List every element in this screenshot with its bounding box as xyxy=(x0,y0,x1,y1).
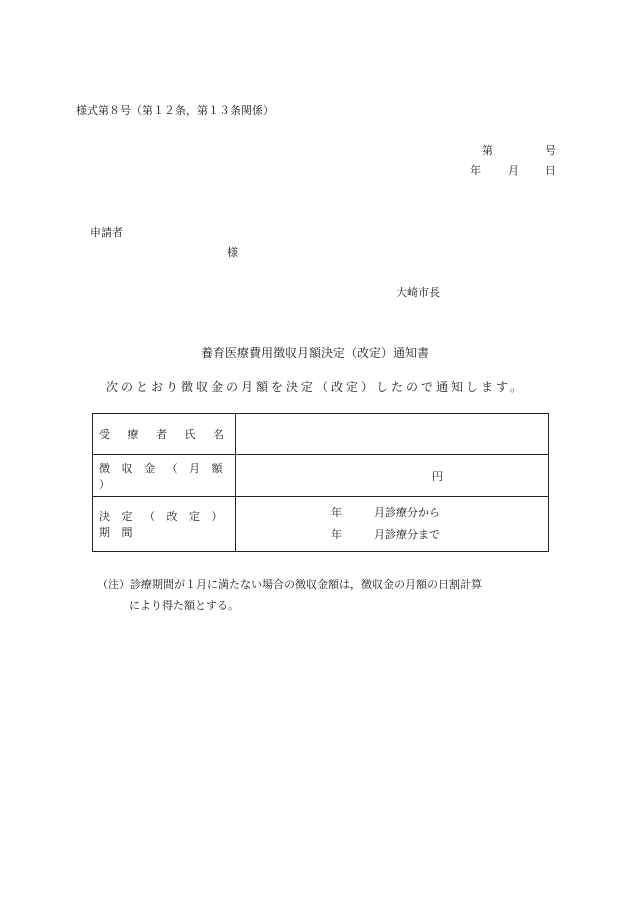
footnote xyxy=(97,574,482,616)
value-monthly-amount: 円 xyxy=(236,455,549,497)
footnote-line1: （注）診療期間が１月に満たない場合の徴収金額は，徴収金の月額の日割計算 xyxy=(97,578,482,591)
period-to: 年 月診療分まで xyxy=(331,528,440,541)
table-row xyxy=(93,414,549,455)
table-row xyxy=(93,497,549,552)
label-monthly-amount: 徴 収 金 （ 月 額 ） xyxy=(93,455,236,497)
applicant-label: 申請者 xyxy=(90,226,123,239)
table-row xyxy=(93,455,549,497)
label-decision-period: 決 定 （ 改 定 ） 期 間 xyxy=(93,497,236,552)
document-title: 養育医療費用徴収月額決定（改定）通知書 xyxy=(200,346,429,360)
intro-sentence: 次のとおり徴収金の月額を決定（改定）したので通知します。 xyxy=(106,380,526,394)
notice-table xyxy=(92,413,549,552)
date-year: 年 xyxy=(470,164,481,177)
date-day: 日 xyxy=(545,164,556,177)
period-from: 年 月診療分から xyxy=(331,506,440,519)
value-recipient-name xyxy=(236,414,549,455)
value-decision-period xyxy=(236,497,549,552)
issuer-name: 大崎市長 xyxy=(396,286,440,299)
document-number-dai: 第 xyxy=(482,144,493,157)
document-number-go: 号 xyxy=(545,144,556,157)
form-number: 様式第８号（第１２条，第１３条関係） xyxy=(76,104,274,117)
label-recipient-name: 受 療 者 氏 名 xyxy=(93,414,236,455)
honorific-sama: 様 xyxy=(227,246,238,259)
date-month: 月 xyxy=(508,164,519,177)
footnote-line2: により得た額とする。 xyxy=(129,599,239,612)
